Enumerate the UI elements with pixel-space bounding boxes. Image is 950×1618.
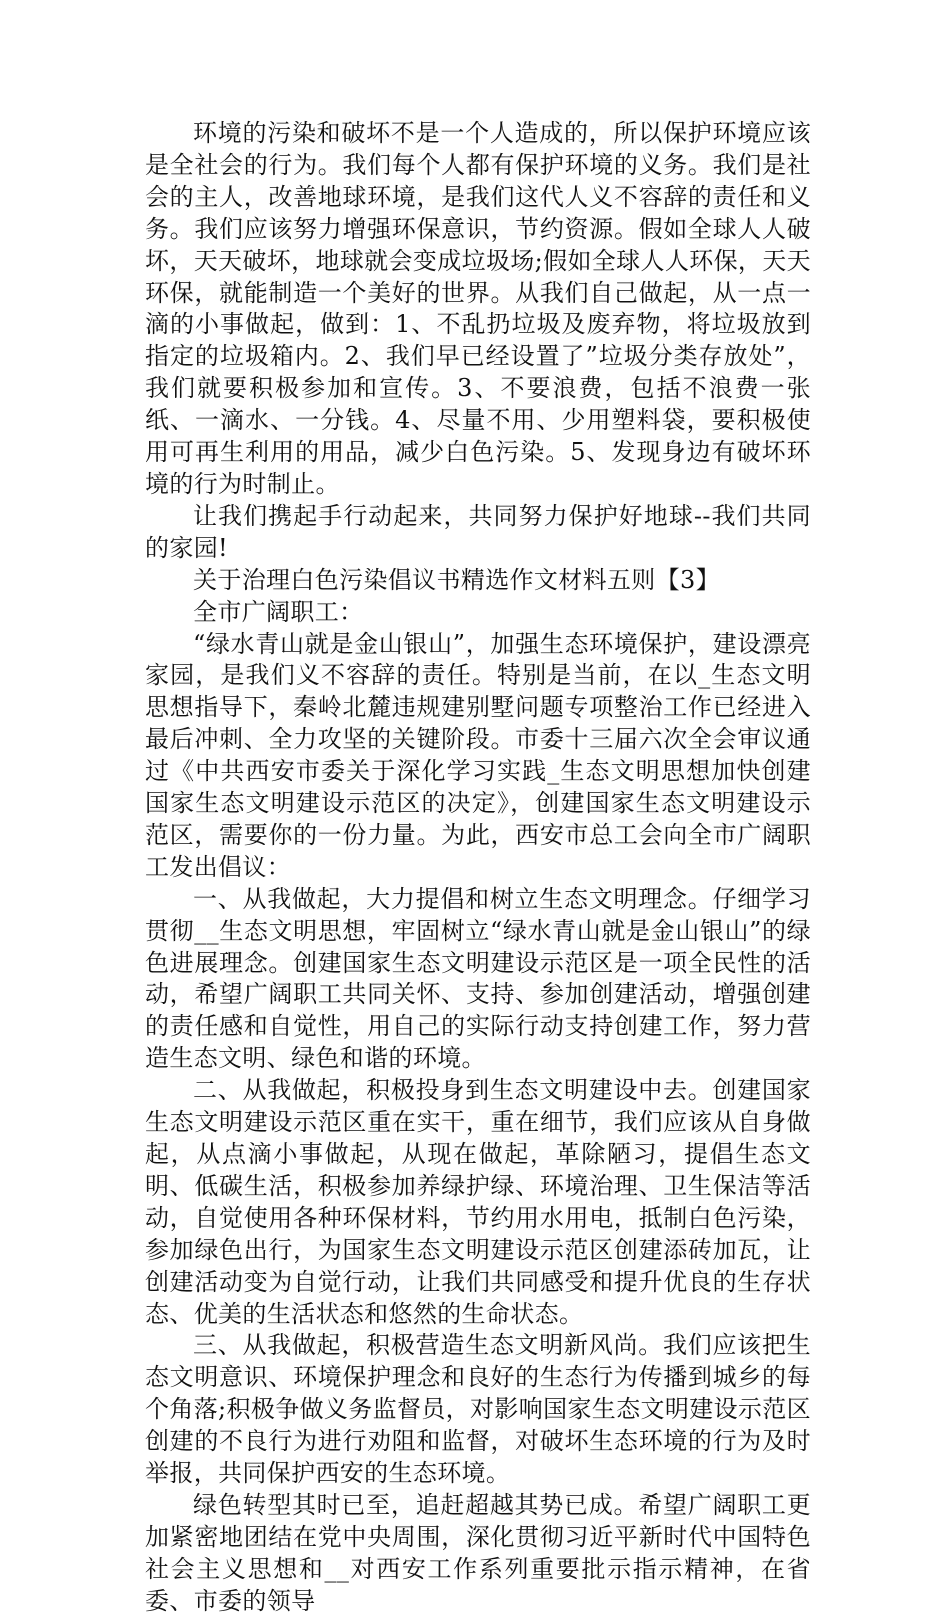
section-heading: 关于治理白色污染倡议书精选作文材料五则【3】 <box>193 565 720 594</box>
paragraph-point-three: 三、从我做起，积极营造生态文明新风尚。我们应该把生态文明意识、环境保护理念和良好的生态行为传播到城乡的每个角落;积极争做义务监督员，对影响国家生态文明建设示范区创建的不良行为进行劝阻和监督，对破坏生态环境的行为及时举报，共同保护西安的生态环境。 <box>145 1331 811 1488</box>
salutation: 全市广阔职工： <box>193 597 364 626</box>
paragraph-point-two: 二、从我做起，积极投身到生态文明建设中去。创建国家生态文明建设示范区重在实干，重在细节，我们应该从自身做起，从点滴小事做起，从现在做起，革除陋习，提倡生态文明、低碳生活，积极参加养绿护绿、环境治理、卫生保洁等活动，自觉使用各种环保材料，节约用水用电，抵制白色污染，参加绿色出行，为国家生态文明建设示范区创建添砖加瓦，让创建活动变为自觉行动，让我们共同感受和提升优良的生存状态、优美的生活状态和悠然的生命状态。 <box>145 1076 811 1328</box>
paragraph-point-one: 一、从我做起，大力提倡和树立生态文明理念。仔细学习贯彻__生态文明思想，牢固树立“绿水青山就是金山银山”的绿色进展理念。创建国家生态文明建设示范区是一项全民性的活动，希望广阔职工共同关怀、支持、参加创建活动，增强创建的责任感和自觉性，用自己的实际行动支持创建工作，努力营造生态文明、绿色和谐的环境。 <box>145 884 811 1073</box>
paragraph-intro: “绿水青山就是金山银山”，加强生态环境保护，建设漂亮家园，是我们义不容辞的责任。特别是当前，在以_生态文明思想指导下，秦岭北麓违规建别墅问题专项整治工作已经进入最后冲刺、全力攻坚的关键阶段。市委十三届六次全会审议通过《中共西安市委关于深化学习实践_生态文明思想加快创建国家生态文明建设示范区的决定》，创建国家生态文明建设示范区，需要你的一份力量。为此，西安市总工会向全市广阔职工发出倡议： <box>145 629 811 881</box>
document-body <box>145 118 811 1618</box>
paragraph-environment-protection: 环境的污染和破坏不是一个人造成的，所以保护环境应该是全社会的行为。我们每个人都有保护环境的义务。我们是社会的主人，改善地球环境，是我们这代人义不容辞的责任和义务。我们应该努力增强环保意识，节约资源。假如全球人人破坏，天天破坏，地球就会变成垃圾场;假如全球人人环保，天天环保，就能制造一个美好的世界。从我们自己做起，从一点一滴的小事做起，做到：1、不乱扔垃圾及废弃物，将垃圾放到指定的垃圾箱内。2、我们早已经设置了”垃圾分类存放处”，我们就要积极参加和宣传。3、不要浪费，包括不浪费一张纸、一滴水、一分钱。4、尽量不用、少用塑料袋，要积极使用可再生利用的用品，减少白色污染。5、发现身边有破坏环境的行为时制止。 <box>145 119 811 498</box>
paragraph-closing: 绿色转型其时已至，追赶超越其势已成。希望广阔职工更加紧密地团结在党中央周围，深化贯彻习近平新时代中国特色社会主义思想和__对西安工作系列重要批示指示精神，在省委、市委的领导 <box>145 1490 811 1615</box>
paragraph-call-to-action: 让我们携起手行动起来，共同努力保护好地球--我们共同的家园! <box>145 501 811 562</box>
